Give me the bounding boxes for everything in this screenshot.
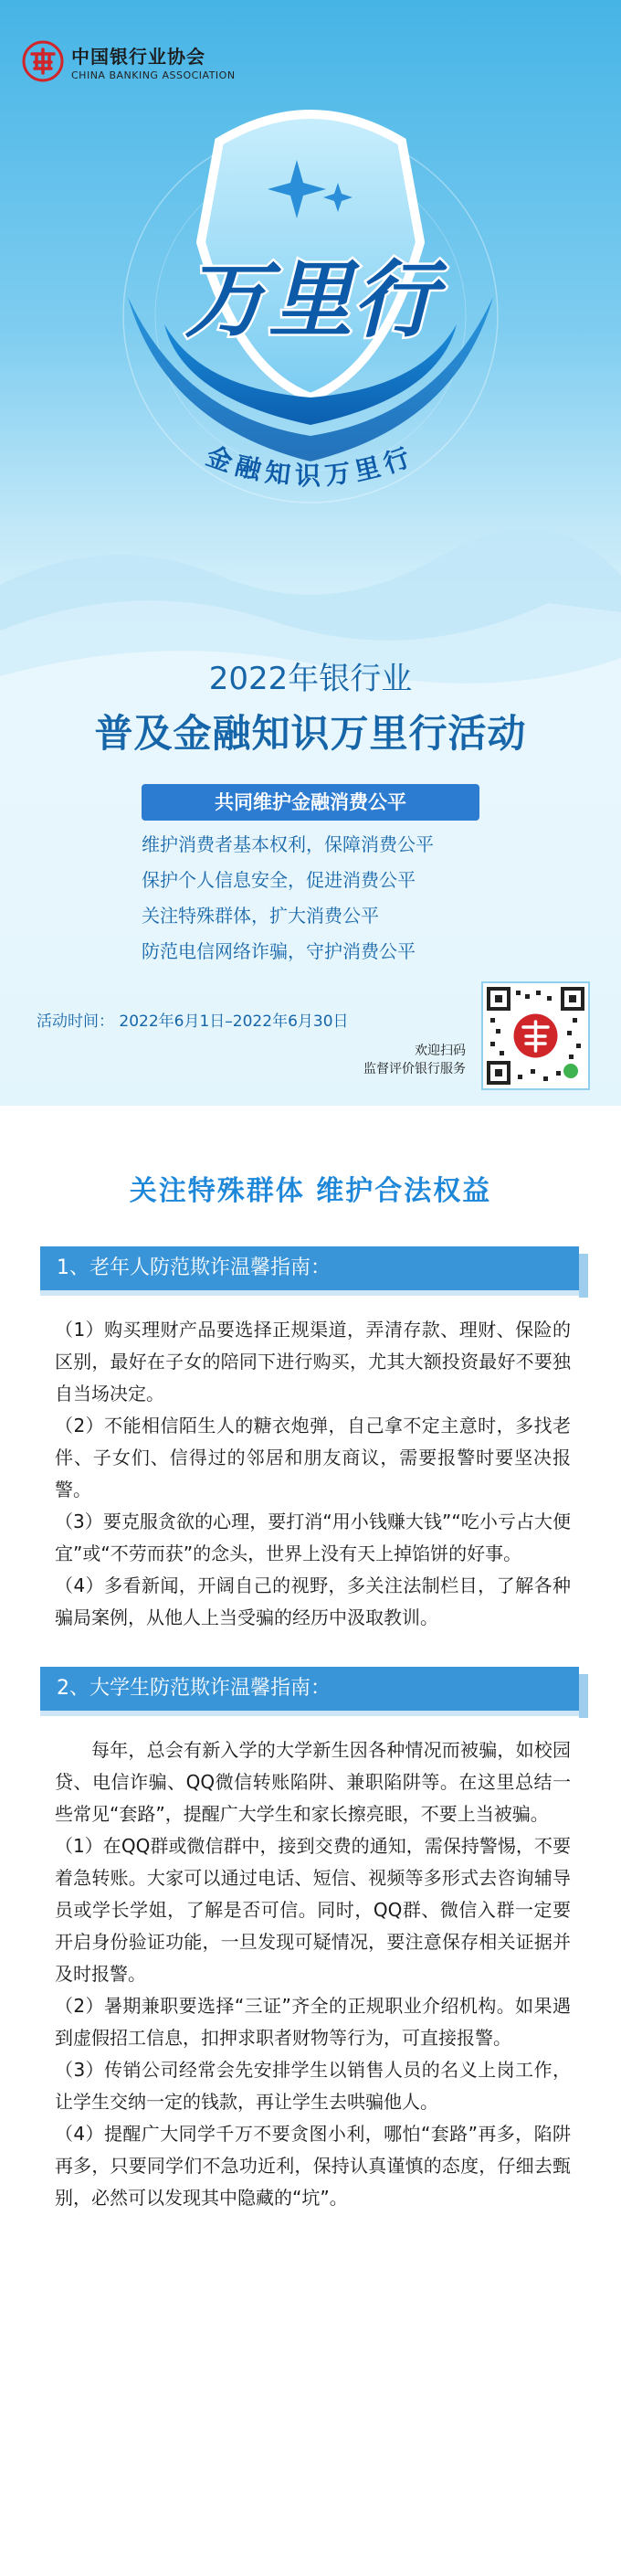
paragraph: （4）提醒广大同学千万不要贪图小利，哪怕“套路”再多，陷阱再多，只要同学们不急功近利，保持认真谨慎的态度，仔细去甄别，必然可以发现其中隐藏的“坑”。 [55, 2123, 571, 2209]
slogan-item: 保护个人信息安全，促进消费公平 [142, 869, 416, 891]
subtitle-banner: 共同维护金融消费公平 [142, 784, 479, 821]
paragraph: （3）要克服贪欲的心理，要打消“用小钱赚大钱”“吃小亏占大便宜”或“不劳而获”的念头，世界上没有天上掉馅饼的好事。 [55, 1511, 571, 1564]
qr-caption [363, 1042, 466, 1078]
section-heading-elderly: 1、老年人防范欺诈温馨指南： [40, 1246, 579, 1290]
qr-caption-line-2: 监督评价银行服务 [363, 1062, 466, 1076]
qr-code-icon [483, 983, 588, 1088]
article [0, 1106, 621, 2214]
campaign-poster [0, 0, 621, 1106]
paragraph: （2）暑期兼职要选择“三证”齐全的正规职业介绍机构。如果遇到虚假招工信息，扣押求职者财物等行为，可直接报警。 [55, 1995, 571, 2049]
activity-time: 活动时间： 2022年6月1日–2022年6月30日 [37, 1012, 349, 1031]
paragraph: 每年，总会有新入学的大学新生因各种情况而被骗，如校园贷、电信诈骗、QQ微信转账陷阱、兼职陷阱等。在这里总结一些常见“套路”，提醒广大学生和家长擦亮眼，不要上当被骗。 [55, 1739, 571, 1825]
section-body-elderly [55, 1314, 571, 1634]
slogan-item: 防范电信网络诈骗，守护消费公平 [142, 940, 416, 962]
emblem-arc-text: 金融知识万里行 [202, 440, 419, 491]
org-logo-row [22, 40, 236, 82]
main-title: 普及金融知识万里行活动 [94, 711, 527, 756]
section-body-students [55, 1734, 571, 2214]
paragraph: （3）传销公司经常会先安排学生以销售人员的名义上岗工作，让学生交纳一定的钱款，再让学生去哄骗他人。 [55, 2059, 571, 2113]
cba-logo-icon [22, 40, 64, 82]
paragraph: （1）购买理财产品要选择正规渠道，弄清存款、理财、保险的区别，最好在子女的陪同下进行购买，尤其大额投资最好不要独自当场决定。 [55, 1319, 571, 1405]
slogan-item: 维护消费者基本权利，保障消费公平 [142, 833, 434, 855]
paragraph: （2）不能相信陌生人的糖衣炮弹，自己拿不定主意时，多找老伴、子女们、信得过的邻居和朋友商议，需要报警时要坚决报警。 [55, 1415, 571, 1500]
paragraph: （1）在QQ群或微信群中，接到交费的通知，需保持警惕，不要着急转账。大家可以通过电话、短信、视频等多形式去咨询辅导员或学长学姐，了解是否可信。同时，QQ群、微信入群一定要开启身份验证功能，一旦发现可疑情况，要注意保存相关证据并及时报警。 [55, 1835, 571, 1985]
org-name-en: CHINA BANKING ASSOCIATION [71, 69, 236, 81]
year-title: 2022年银行业 [208, 661, 413, 697]
wanlixing-emblem [110, 96, 511, 608]
article-title: 关注特殊群体 维护合法权益 [129, 1175, 492, 1207]
section-heading-students: 2、大学生防范欺诈温馨指南： [40, 1667, 579, 1711]
org-name-cn: 中国银行业协会 [71, 45, 205, 68]
qr-code[interactable] [481, 981, 590, 1090]
paragraph: （4）多看新闻，开阔自己的视野，多关注法制栏目，了解各种骗局案例，从他人上当受骗的经历中汲取教训。 [55, 1574, 571, 1628]
qr-caption-line-1: 欢迎扫码 [415, 1044, 466, 1058]
slogan-item: 关注特殊群体，扩大消费公平 [142, 905, 379, 927]
emblem-big-text: 万里行 [184, 251, 437, 349]
slogan-list [142, 827, 525, 970]
